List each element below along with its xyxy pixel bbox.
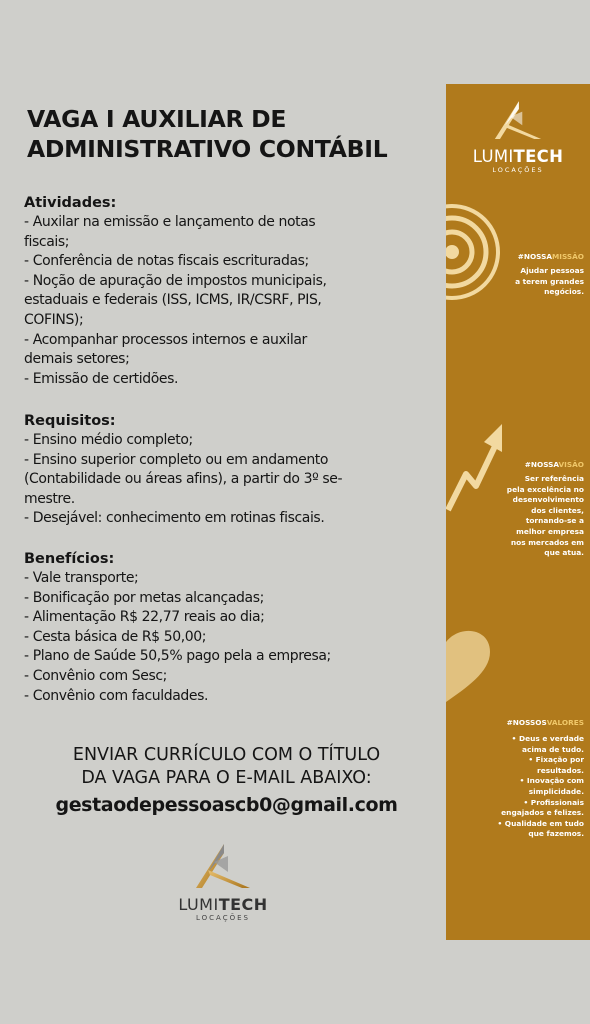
vision-text: Ser referência pela excelência no desenvolvimento dos clientes, tornando-se a melhor empresa nos mercados em que atua.: [506, 474, 584, 558]
heart-icon: [446, 624, 506, 704]
contact-email[interactable]: gestaodepessoascb0@gmail.com: [55, 794, 398, 816]
section-atividades: [24, 194, 327, 389]
list-item: - Noção de apuração de impostos municipais,: [24, 272, 327, 289]
list-item: - Ensino superior completo ou em andamento: [24, 451, 329, 468]
list-item: - Conferência de notas fiscais escrituradas;: [24, 253, 309, 270]
call-to-action: ENVIAR CURRÍCULO COM O TÍTULO DA VAGA PARA O E-MAIL ABAIXO:: [72, 745, 381, 788]
job-post: [24, 104, 429, 816]
list-item: estaduais e federais (ISS, ICMS, IR/CSRF, PIS,: [24, 292, 322, 309]
list-item: fiscais;: [24, 233, 70, 250]
list-item: - Desejável: conhecimento em rotinas fiscais.: [24, 510, 325, 527]
list-item: (Contabilidade ou áreas afins), a partir do 3º se-: [24, 471, 343, 488]
vision-tag: #NOSSAVISÃO: [524, 460, 584, 469]
logo-mark-icon: [188, 842, 258, 892]
list-item: - Alimentação R$ 22,77 reais ao dia;: [24, 609, 265, 626]
list-item: - Auxilar na emissão e lançamento de notas: [24, 214, 316, 230]
logo-mark-icon: [488, 98, 548, 144]
section-heading: Atividades:: [24, 195, 117, 211]
section-beneficios: [24, 550, 331, 706]
list-item: - Convênio com Sesc;: [24, 667, 167, 684]
company-panel: [446, 84, 590, 940]
logo-wordmark: LUMITECH: [178, 895, 268, 914]
logo-wordmark: LUMITECH: [472, 147, 564, 166]
company-logo: [168, 842, 278, 922]
list-item: mestre.: [24, 490, 75, 507]
page-title: VAGA I AUXILIAR DE ADMINISTRATIVO CONTÁBIL: [27, 105, 388, 163]
list-item: - Bonificação por metas alcançadas;: [24, 589, 264, 606]
list-item: COFINS);: [24, 311, 84, 328]
logo-subtitle: LOCAÇÕES: [196, 914, 250, 922]
list-item: - Plano de Saúde 50,5% pago pela a empresa;: [24, 648, 331, 665]
list-item: - Acompanhar processos internos e auxilar: [24, 331, 307, 348]
values-text: • Deus e verdade acima de tudo. • Fixação por resultados. • Inovação com simplicidade. • Profissionais engajados e felizes. • Qualidade em tudo que fazemos.: [497, 734, 584, 839]
mission-tag: #NOSSAMISSÃO: [517, 252, 584, 261]
list-item: - Vale transporte;: [24, 570, 139, 586]
panel-logo: [446, 98, 590, 174]
mission-text: Ajudar pessoas a terem grandes negócios.: [515, 266, 584, 297]
list-item: - Cesta básica de R$ 50,00;: [24, 628, 207, 645]
section-heading: Benefícios:: [24, 551, 115, 567]
section-requisitos: [24, 412, 342, 529]
list-item: - Emissão de certidões.: [24, 370, 179, 387]
logo-subtitle: LOCAÇÕES: [492, 166, 544, 174]
list-item: demais setores;: [24, 351, 130, 368]
list-item: - Convênio com faculdades.: [24, 687, 209, 704]
section-heading: Requisitos:: [24, 413, 116, 429]
values-tag: #NOSSOSVALORES: [506, 718, 584, 727]
list-item: - Ensino médio completo;: [24, 432, 193, 448]
